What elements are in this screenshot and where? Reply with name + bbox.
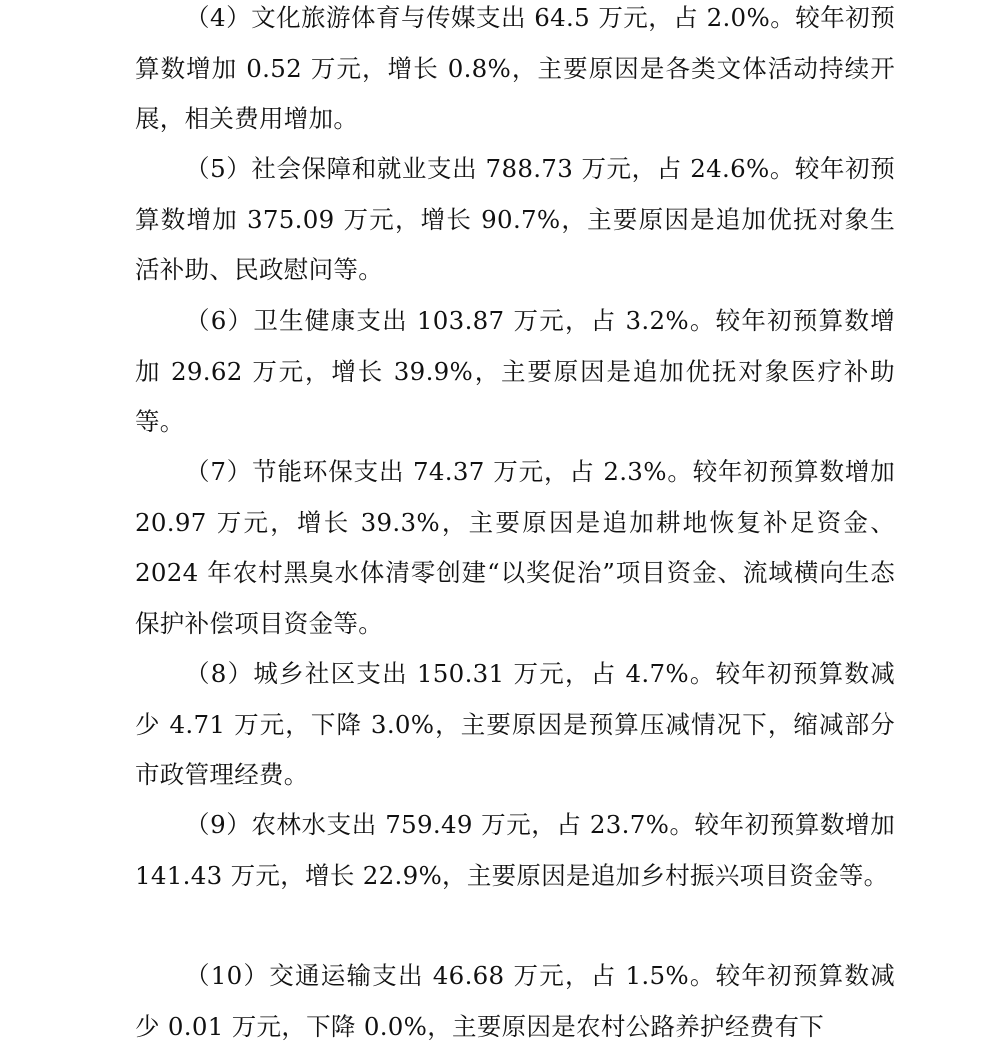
paragraph-health: （6）卫生健康支出 103.87 万元，占 3.2%。较年初预算数增加 29.62 万元，增长 39.9%，主要原因是追加优抚对象医疗补助等。 — [135, 306, 895, 436]
paragraph-social-security: （5）社会保障和就业支出 788.73 万元，占 24.6%。较年初预算数增加 375.09 万元，增长 90.7%，主要原因是追加优抚对象生活补助、民政慰问等。 — [135, 154, 895, 284]
paragraph-culture-tourism: （4）文化旅游体育与传媒支出 64.5 万元，占 2.0%。较年初预算数增加 0.52 万元，增长 0.8%，主要原因是各类文体活动持续开展，相关费用增加。 — [135, 3, 895, 133]
paragraph-urban-rural: （8）城乡社区支出 150.31 万元，占 4.7%。较年初预算数减少 4.71 万元，下降 3.0%，主要原因是预算压减情况下，缩减部分市政管理经费。 — [135, 659, 895, 789]
paragraph-transportation: （10）交通运输支出 46.68 万元，占 1.5%。较年初预算数减少 0.01 万元，下降 0.0%，主要原因是农村公路养护经费有下 — [135, 961, 895, 1041]
paragraph-energy-environment: （7）节能环保支出 74.37 万元，占 2.3%。较年初预算数增加 20.97 万元，增长 39.3%，主要原因是追加耕地恢复补足资金、2024 年农村黑臭水体清零创建“以奖促治”项目资金、流域横向生态保护补偿项目资金等。 — [135, 457, 895, 638]
paragraph-agriculture: （9）农林水支出 759.49 万元，占 23.7%。较年初预算数增加 141.43 万元，增长 22.9%，主要原因是追加乡村振兴项目资金等。 — [135, 810, 895, 890]
